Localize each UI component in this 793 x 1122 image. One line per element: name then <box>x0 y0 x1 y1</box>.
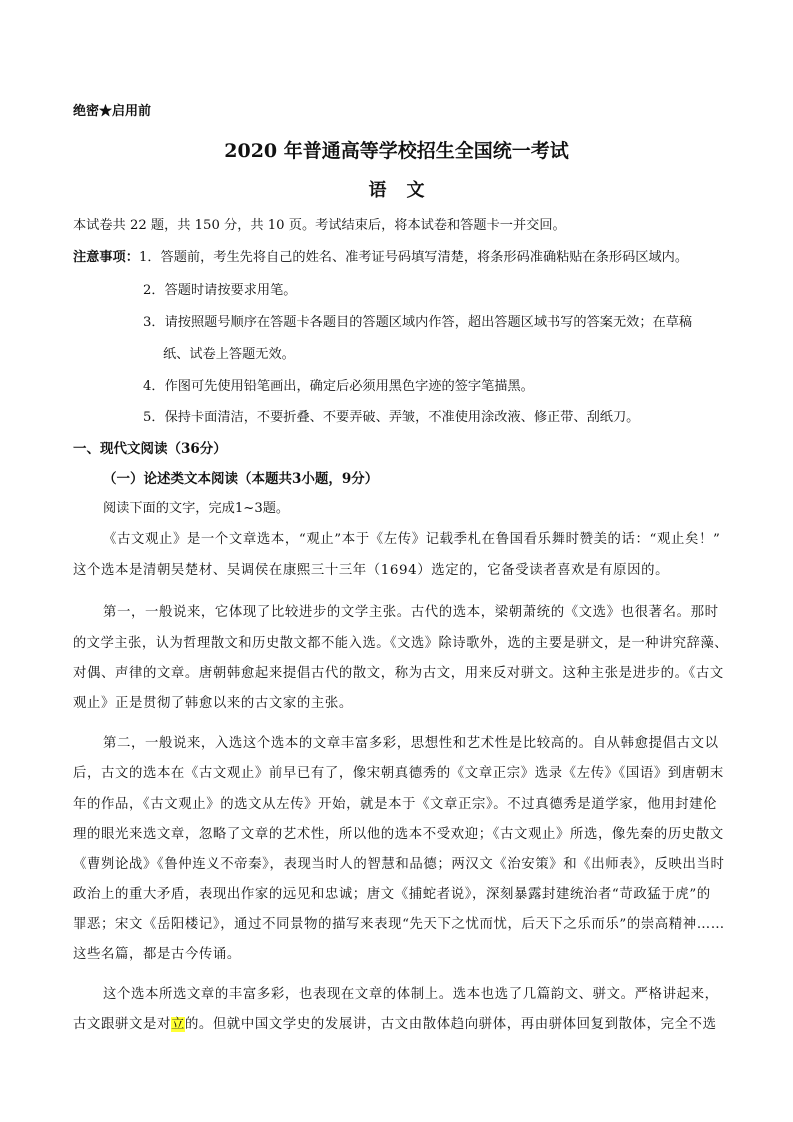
notice-item-continuation: 纸、试卷上答题无效。 <box>163 347 295 362</box>
notice-item: 4．作图可先使用铅笔画出，确定后必须用黑色字迹的签字笔描黑。 <box>143 379 534 394</box>
passage-line: 后，古文的选本在《古文观止》前早已有了，像宋朝真德秀的《文章正宗》选录《左传》《国语》到唐朝末 <box>73 766 724 781</box>
passage-line: 政治上的重大矛盾，表现出作家的远见和忠诚；唐文《捕蛇者说》，深刻暴露封建统治者“苛政猛于虎”的 <box>73 887 711 902</box>
passage-line: 《古文观止》是一个文章选本，“观止”本于《左传》记载季札在鲁国看乐舞时赞美的话：“观止矣！” <box>103 532 721 547</box>
section-heading: 一、现代文阅读（36分） <box>73 441 227 457</box>
subsection-heading: （一）论述类文本阅读（本题共3小题，9分） <box>103 471 379 487</box>
passage-line: 这个选本是清朝吴楚材、吴调侯在康熙三十三年（1694）选定的，它备受读者喜欢是有原因的。 <box>73 563 670 578</box>
exam-title: 2020 年普通高等学校招生全国统一考试 <box>224 140 569 162</box>
passage-line: 对偶、声律的文章。唐朝韩愈起来提倡古代的散文，称为古文，用来反对骈文。这种主张是进步的。《古文 <box>73 666 724 681</box>
passage-line: 第二，一般说来，入选这个选本的文章丰富多彩，思想性和艺术性是比较高的。自从韩愈提倡古文以 <box>103 736 719 751</box>
passage-line: 年的作品，《古文观止》的选文从左传》开始，就是本于《文章正宗》。不过真德秀是道学家，他用封建伦 <box>73 797 718 812</box>
highlighted-char: 立 <box>170 1017 185 1032</box>
passage-line: 的文学主张，认为哲理散文和历史散文都不能入选。《文选》除诗歌外，选的主要是骈文，是一种讲究辞藻、 <box>73 636 729 651</box>
confidential-label: 绝密★启用前 <box>73 104 152 119</box>
notice-item: 3．请按照题号顺序在答题卡各题目的答题区域内作答，超出答题区域书写的答案无效；在草稿 <box>143 315 693 330</box>
passage-line: 理的眼光来选文章，忽略了文章的艺术性，所以他的选本不受欢迎；《古文观止》所选，像先秦的历史散文 <box>73 827 724 842</box>
notice-item: 2．答题时请按要求用笔。 <box>143 283 297 298</box>
notice-item-text: 1．答题前，考生先将自己的姓名、准考证号码填写清楚，将条形码准确粘贴在条形码区域内。 <box>138 250 689 265</box>
notice-label: 注意事项： <box>73 250 139 265</box>
passage-line: 这些名篇，都是古今传诵。 <box>73 947 241 962</box>
notice-item <box>73 246 688 265</box>
passage-line: 这个选本所选文章的丰富多彩，也表现在文章的体制上。选本也选了几篇韵文、骈文。严格讲起来， <box>103 987 719 1002</box>
intro-text: 本试卷共 22 题，共 150 分，共 10 页。考试结束后，将本试卷和答题卡一并交回。 <box>73 218 566 233</box>
passage-line: 罪恶；宋文《岳阳楼记》，通过不同景物的描写来表现“先天下之忧而忧，后天下之乐而乐”的崇高精神…… <box>73 917 725 932</box>
passage-text: 的。但就中国文学史的发展讲，古文由散体趋向骈体，再由骈体回复到散体，完全不选 <box>184 1017 717 1032</box>
reading-instruction: 阅读下面的文字，完成1~3题。 <box>103 501 290 516</box>
subject-title: 语文 <box>368 180 445 201</box>
passage-line <box>73 1013 717 1032</box>
passage-line: 《曹刿论战》《鲁仲连义不帝秦》，表现当时人的智慧和品德；两汉文《治安策》和《出师表》，反映出当时 <box>73 857 725 872</box>
passage-line: 观止》正是贯彻了韩愈以来的古文家的主张。 <box>73 696 353 711</box>
notice-item: 5．保持卡面清洁，不要折叠、不要弄破、弄皱，不准使用涂改液、修正带、刮纸刀。 <box>143 410 640 425</box>
passage-text: 古文跟骈文是对 <box>73 1017 171 1032</box>
passage-line: 第一，一般说来，它体现了比较进步的文学主张。古代的选本，梁朝萧统的《文选》也很著名。那时 <box>103 605 719 620</box>
